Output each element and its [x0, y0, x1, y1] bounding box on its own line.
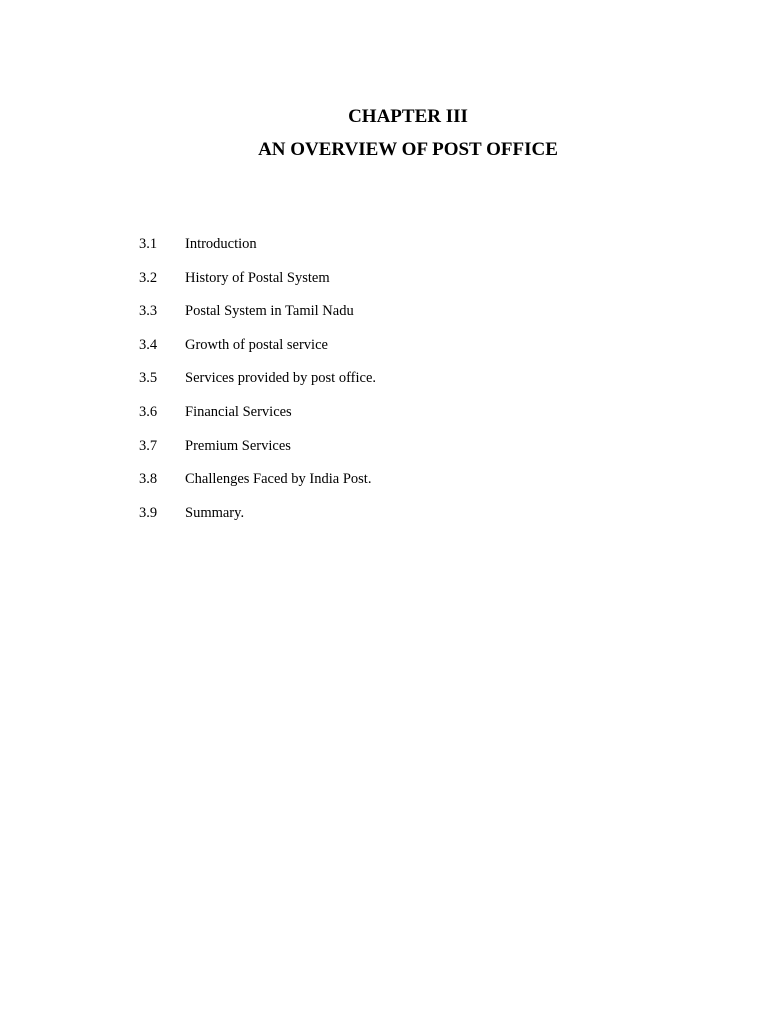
section-title: Premium Services: [185, 437, 291, 454]
toc-entry-3-4: [139, 336, 376, 370]
chapter-title: AN OVERVIEW OF POST OFFICE: [258, 139, 558, 160]
toc-entry-3-3: [139, 302, 376, 336]
chapter-number: CHAPTER III: [348, 106, 468, 127]
section-number: 3.9: [139, 504, 158, 521]
section-number: 3.5: [139, 370, 158, 387]
section-title: Summary.: [185, 504, 245, 521]
section-number: 3.3: [139, 303, 158, 320]
section-number: 3.8: [139, 471, 158, 488]
section-number: 3.7: [139, 437, 158, 454]
section-title: History of Postal System: [185, 269, 330, 286]
toc-entry-3-8: [139, 470, 376, 504]
section-title: Financial Services: [185, 403, 292, 420]
toc-entry-3-9: [139, 504, 376, 538]
section-title: Growth of postal service: [185, 336, 328, 353]
section-title: Postal System in Tamil Nadu: [185, 303, 354, 320]
section-number: 3.1: [139, 236, 158, 252]
toc-entry-3-5: [139, 369, 376, 403]
section-number: 3.2: [139, 269, 158, 286]
section-title: Services provided by post office.: [185, 370, 377, 387]
toc-entry-3-2: [139, 269, 376, 303]
toc-entry-3-6: [139, 403, 376, 437]
section-number: 3.4: [139, 336, 158, 353]
table-of-contents: [139, 235, 376, 537]
toc-entry-3-1: [139, 235, 376, 269]
section-title: Introduction: [185, 236, 257, 252]
section-title: Challenges Faced by India Post.: [185, 471, 372, 488]
section-number: 3.6: [139, 403, 158, 420]
toc-entry-3-7: [139, 437, 376, 471]
